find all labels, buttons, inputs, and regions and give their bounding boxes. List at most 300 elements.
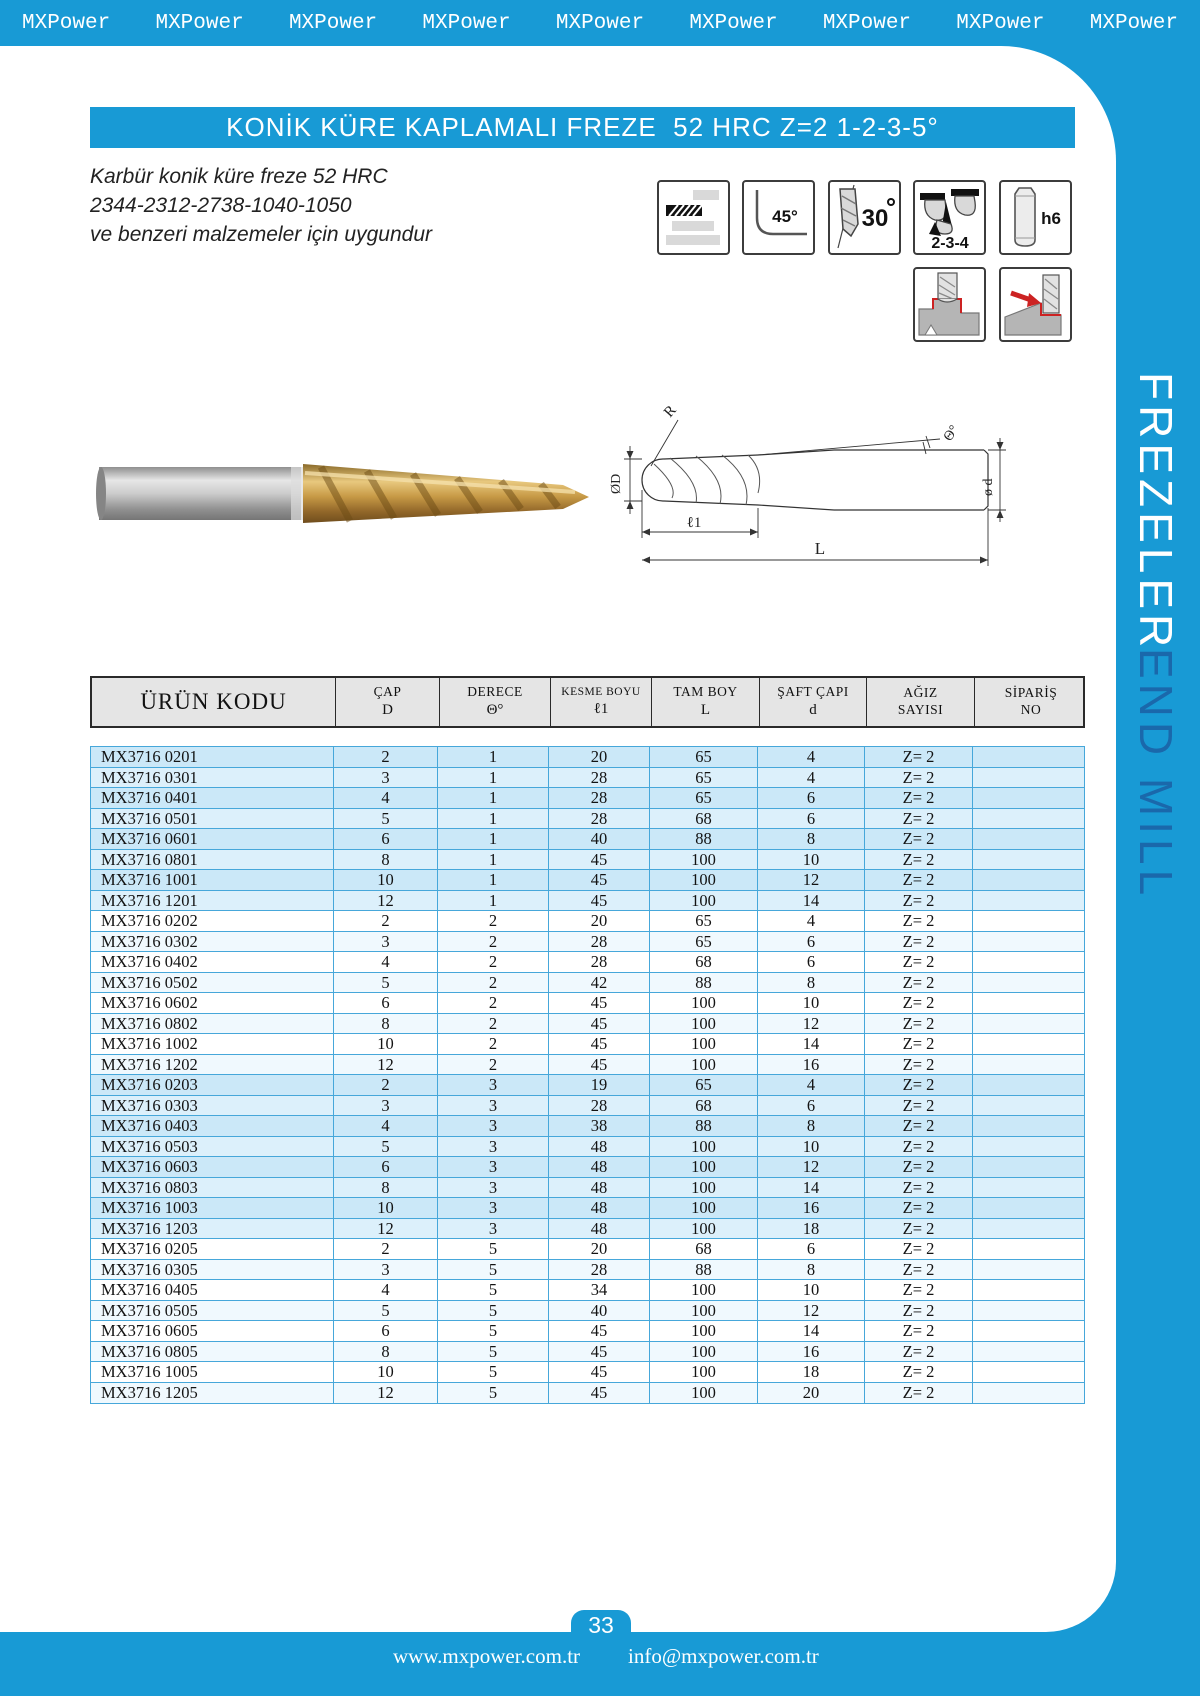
value-cell: 5: [334, 1301, 438, 1321]
value-cell: 88: [650, 1260, 758, 1280]
cut-length-label: ℓ1: [686, 515, 702, 531]
value-cell: 88: [650, 973, 758, 993]
value-cell: Z= 2: [865, 1383, 973, 1404]
value-cell: 5: [438, 1260, 549, 1280]
value-cell: 8: [334, 850, 438, 870]
value-cell: 100: [650, 1055, 758, 1075]
value-cell: 14: [758, 1178, 865, 1198]
value-cell: 3: [438, 1157, 549, 1177]
value-cell: 100: [650, 1301, 758, 1321]
ramp-milling-icon: [999, 267, 1072, 342]
value-cell: 88: [650, 829, 758, 849]
value-cell: 2: [334, 1239, 438, 1259]
value-cell: 2: [438, 911, 549, 931]
value-cell: 2: [334, 911, 438, 931]
footer-website: www.mxpower.com.tr: [393, 1644, 581, 1668]
value-cell: 100: [650, 1362, 758, 1382]
value-cell: 10: [758, 1280, 865, 1300]
value-cell: Z= 2: [865, 1178, 973, 1198]
value-cell: 100: [650, 1321, 758, 1341]
value-cell: 6: [758, 1239, 865, 1259]
product-photo: [95, 448, 595, 538]
value-cell: 28: [549, 768, 650, 788]
value-cell: Z= 2: [865, 1137, 973, 1157]
value-cell: 6: [334, 1321, 438, 1341]
product-code-cell: MX3716 0401: [91, 788, 334, 808]
product-code-cell: MX3716 0602: [91, 993, 334, 1013]
flutes-234-icon: [913, 180, 986, 255]
value-cell: 6: [758, 1096, 865, 1116]
value-cell: 28: [549, 788, 650, 808]
value-cell: 45: [549, 1383, 650, 1404]
product-code-cell: MX3716 0205: [91, 1239, 334, 1259]
value-cell: [973, 932, 1084, 952]
table-row: [91, 829, 1084, 850]
product-code-cell: MX3716 0801: [91, 850, 334, 870]
value-cell: 3: [438, 1198, 549, 1218]
value-cell: [973, 1362, 1084, 1382]
value-cell: 14: [758, 1321, 865, 1341]
value-cell: 28: [549, 932, 650, 952]
value-cell: [973, 993, 1084, 1013]
brand-logo: MXPower: [555, 11, 645, 35]
degree-mark: [888, 199, 894, 205]
page-title: KONİK KÜRE KAPLAMALI FREZE 52 HRC Z=2 1-2-3-5°: [90, 107, 1075, 148]
value-cell: Z= 2: [865, 829, 973, 849]
value-cell: 28: [549, 952, 650, 972]
value-cell: 2: [438, 1014, 549, 1034]
value-cell: 10: [334, 1198, 438, 1218]
value-cell: 48: [549, 1137, 650, 1157]
value-cell: Z= 2: [865, 788, 973, 808]
table-body: [90, 746, 1085, 1404]
slot-milling-icon: [913, 267, 986, 342]
brand-logo: MXPower: [22, 11, 111, 35]
value-cell: [973, 1260, 1084, 1280]
value-cell: [973, 1178, 1084, 1198]
value-cell: 68: [650, 1239, 758, 1259]
ramp-milling-glyph: [1001, 269, 1070, 340]
value-cell: 68: [650, 809, 758, 829]
table-row: [91, 1055, 1084, 1076]
value-cell: 45: [549, 850, 650, 870]
value-cell: 3: [334, 1096, 438, 1116]
value-cell: Z= 2: [865, 932, 973, 952]
value-cell: 10: [334, 1034, 438, 1054]
value-cell: 10: [334, 1362, 438, 1382]
intro-line-2: 2344-2312-2738-1040-1050: [90, 194, 352, 217]
value-cell: 6: [334, 1157, 438, 1177]
value-cell: 16: [758, 1055, 865, 1075]
value-cell: 2: [438, 932, 549, 952]
value-cell: 20: [549, 747, 650, 767]
table-row: [91, 1239, 1084, 1260]
product-code-cell: MX3716 0203: [91, 1075, 334, 1095]
value-cell: 100: [650, 1219, 758, 1239]
value-cell: 40: [549, 829, 650, 849]
table-row: [91, 1034, 1084, 1055]
value-cell: 8: [758, 1116, 865, 1136]
tolerance-h6-glyph: [1001, 182, 1070, 253]
product-code-cell: MX3716 1202: [91, 1055, 334, 1075]
value-cell: 4: [758, 747, 865, 767]
value-cell: 3: [438, 1219, 549, 1239]
value-cell: 12: [334, 1219, 438, 1239]
col-header-siparis-no: SİPARİŞ NO: [1004, 685, 1058, 717]
value-cell: 6: [334, 829, 438, 849]
end-mill-photo: [95, 448, 595, 538]
value-cell: Z= 2: [865, 911, 973, 931]
value-cell: 48: [549, 1198, 650, 1218]
footer-email: info@mxpower.com.tr: [628, 1644, 819, 1668]
material-layers-glyph: [659, 182, 728, 253]
value-cell: [973, 891, 1084, 911]
value-cell: 14: [758, 891, 865, 911]
value-cell: 45: [549, 1034, 650, 1054]
value-cell: 100: [650, 1157, 758, 1177]
value-cell: 6: [758, 809, 865, 829]
value-cell: 5: [334, 1137, 438, 1157]
value-cell: 5: [438, 1239, 549, 1259]
value-cell: [973, 1014, 1084, 1034]
value-cell: Z= 2: [865, 1280, 973, 1300]
value-cell: 3: [334, 768, 438, 788]
col-header-agiz-sayisi: AĞIZ SAYISI: [867, 678, 975, 726]
value-cell: 1: [438, 747, 549, 767]
value-cell: 65: [650, 932, 758, 952]
value-cell: Z= 2: [865, 891, 973, 911]
table-row: [91, 1137, 1084, 1158]
value-cell: [973, 1198, 1084, 1218]
value-cell: [973, 1301, 1084, 1321]
value-cell: 5: [438, 1383, 549, 1404]
product-code-cell: MX3716 0202: [91, 911, 334, 931]
value-cell: Z= 2: [865, 809, 973, 829]
value-cell: Z= 2: [865, 1260, 973, 1280]
product-code-cell: MX3716 0201: [91, 747, 334, 767]
intro-line-3: ve benzeri malzemeler için uygundur: [90, 223, 432, 246]
value-cell: 4: [758, 911, 865, 931]
value-cell: 4: [758, 768, 865, 788]
radius-label: R: [661, 402, 680, 421]
brand-logo: MXPower: [155, 11, 244, 35]
value-cell: Z= 2: [865, 1362, 973, 1382]
value-cell: 20: [549, 1239, 650, 1259]
product-code-cell: MX3716 1001: [91, 870, 334, 890]
value-cell: Z= 2: [865, 952, 973, 972]
value-cell: 45: [549, 1014, 650, 1034]
value-cell: Z= 2: [865, 1157, 973, 1177]
brand-logo: MXPower: [1089, 11, 1178, 35]
value-cell: 100: [650, 1034, 758, 1054]
tolerance-label: h6: [1041, 209, 1061, 228]
table-row: [91, 747, 1084, 768]
value-cell: 5: [438, 1321, 549, 1341]
col-header-cap: ÇAP D: [336, 678, 440, 726]
value-cell: 48: [549, 1219, 650, 1239]
value-cell: [973, 911, 1084, 931]
product-code-cell: MX3716 1201: [91, 891, 334, 911]
value-cell: [973, 1137, 1084, 1157]
product-code-cell: MX3716 0301: [91, 768, 334, 788]
value-cell: [973, 1342, 1084, 1362]
value-cell: 20: [549, 911, 650, 931]
value-cell: Z= 2: [865, 1219, 973, 1239]
value-cell: Z= 2: [865, 1321, 973, 1341]
product-code-cell: MX3716 1002: [91, 1034, 334, 1054]
table-row: [91, 1178, 1084, 1199]
table-row: [91, 1014, 1084, 1035]
value-cell: 19: [549, 1075, 650, 1095]
value-cell: Z= 2: [865, 1301, 973, 1321]
table-row: [91, 1096, 1084, 1117]
slot-milling-glyph: [915, 269, 984, 340]
value-cell: 5: [438, 1342, 549, 1362]
value-cell: 3: [438, 1178, 549, 1198]
value-cell: 4: [334, 952, 438, 972]
value-cell: Z= 2: [865, 973, 973, 993]
value-cell: 2: [438, 973, 549, 993]
table-row: [91, 1219, 1084, 1240]
product-code-cell: MX3716 0603: [91, 1157, 334, 1177]
table-row: [91, 952, 1084, 973]
chamfer-45-icon: [742, 180, 815, 255]
value-cell: 8: [334, 1014, 438, 1034]
value-cell: 1: [438, 891, 549, 911]
value-cell: [973, 1239, 1084, 1259]
value-cell: 12: [758, 1157, 865, 1177]
product-code-cell: MX3716 0502: [91, 973, 334, 993]
product-code-cell: MX3716 0601: [91, 829, 334, 849]
value-cell: Z= 2: [865, 1239, 973, 1259]
col-header-derece: DERECE Θ°: [440, 678, 551, 726]
sidebar-label-frezeler: FREZELER: [1130, 372, 1182, 653]
helix-30-glyph: [830, 182, 899, 253]
col-header-kesme-boyu: KESME BOYU ℓ1: [551, 678, 652, 726]
value-cell: 1: [438, 809, 549, 829]
value-cell: 18: [758, 1362, 865, 1382]
value-cell: Z= 2: [865, 747, 973, 767]
value-cell: Z= 2: [865, 850, 973, 870]
value-cell: 6: [758, 788, 865, 808]
product-code-cell: MX3716 0605: [91, 1321, 334, 1341]
value-cell: [973, 1157, 1084, 1177]
value-cell: 100: [650, 891, 758, 911]
value-cell: 8: [758, 1260, 865, 1280]
product-code-cell: MX3716 0805: [91, 1342, 334, 1362]
value-cell: [973, 809, 1084, 829]
diameter-label: ØD: [609, 473, 624, 494]
table-row: [91, 911, 1084, 932]
value-cell: 3: [438, 1075, 549, 1095]
value-cell: [973, 788, 1084, 808]
brand-logo: MXPower: [288, 11, 378, 35]
value-cell: 4: [758, 1075, 865, 1095]
value-cell: 8: [334, 1342, 438, 1362]
value-cell: [973, 870, 1084, 890]
value-cell: 3: [334, 932, 438, 952]
product-code-cell: MX3716 0302: [91, 932, 334, 952]
value-cell: 10: [758, 850, 865, 870]
value-cell: 38: [549, 1116, 650, 1136]
value-cell: 1: [438, 850, 549, 870]
page-number: 33: [588, 1612, 614, 1638]
value-cell: 45: [549, 993, 650, 1013]
table-row: [91, 1342, 1084, 1363]
value-cell: 2: [334, 747, 438, 767]
value-cell: 100: [650, 1198, 758, 1218]
value-cell: [973, 1383, 1084, 1404]
value-cell: 12: [334, 891, 438, 911]
value-cell: [973, 973, 1084, 993]
value-cell: [973, 850, 1084, 870]
value-cell: 45: [549, 870, 650, 890]
value-cell: 65: [650, 1075, 758, 1095]
material-layers-icon: [657, 180, 730, 255]
value-cell: 100: [650, 1014, 758, 1034]
value-cell: 12: [758, 1301, 865, 1321]
value-cell: 12: [758, 870, 865, 890]
value-cell: 45: [549, 1362, 650, 1382]
value-cell: 14: [758, 1034, 865, 1054]
table-row: [91, 768, 1084, 789]
value-cell: 100: [650, 850, 758, 870]
table-row: [91, 1260, 1084, 1281]
value-cell: 6: [758, 932, 865, 952]
value-cell: [973, 1034, 1084, 1054]
value-cell: 8: [334, 1178, 438, 1198]
value-cell: 2: [438, 993, 549, 1013]
value-cell: 2: [438, 1055, 549, 1075]
value-cell: 5: [334, 973, 438, 993]
value-cell: 42: [549, 973, 650, 993]
col-header-urun-kodu: ÜRÜN KODU: [92, 678, 336, 726]
chamfer-angle-label: 45°: [772, 207, 798, 226]
value-cell: Z= 2: [865, 1342, 973, 1362]
value-cell: 1: [438, 829, 549, 849]
table-row: [91, 1362, 1084, 1383]
value-cell: 28: [549, 809, 650, 829]
value-cell: 8: [758, 829, 865, 849]
value-cell: 1: [438, 870, 549, 890]
value-cell: 12: [758, 1014, 865, 1034]
product-code-cell: MX3716 1005: [91, 1362, 334, 1382]
value-cell: [973, 952, 1084, 972]
table-row: [91, 850, 1084, 871]
value-cell: 16: [758, 1198, 865, 1218]
value-cell: 45: [549, 1321, 650, 1341]
table-row: [91, 1075, 1084, 1096]
intro-text: [90, 162, 560, 249]
value-cell: Z= 2: [865, 993, 973, 1013]
col-header-saft-capi: ŞAFT ÇAPI d: [760, 678, 867, 726]
value-cell: 5: [438, 1362, 549, 1382]
value-cell: [973, 768, 1084, 788]
table-row: [91, 1116, 1084, 1137]
table-row: [91, 973, 1084, 994]
value-cell: 100: [650, 1137, 758, 1157]
value-cell: 3: [334, 1260, 438, 1280]
helix-angle-label: 30: [861, 205, 889, 232]
value-cell: [973, 829, 1084, 849]
value-cell: 40: [549, 1301, 650, 1321]
value-cell: 20: [758, 1383, 865, 1404]
value-cell: 34: [549, 1280, 650, 1300]
value-cell: 16: [758, 1342, 865, 1362]
table-row: [91, 788, 1084, 809]
shank-diameter-label: ø d: [981, 478, 996, 496]
intro-line-1: Karbür konik küre freze 52 HRC: [90, 165, 388, 188]
value-cell: 48: [549, 1157, 650, 1177]
value-cell: Z= 2: [865, 1096, 973, 1116]
angle-label: Θ°: [940, 422, 963, 445]
value-cell: 100: [650, 1383, 758, 1404]
value-cell: 28: [549, 1260, 650, 1280]
value-cell: 10: [758, 993, 865, 1013]
value-cell: 48: [549, 1178, 650, 1198]
value-cell: 65: [650, 788, 758, 808]
value-cell: 4: [334, 788, 438, 808]
product-code-cell: MX3716 0402: [91, 952, 334, 972]
value-cell: 5: [438, 1280, 549, 1300]
product-code-cell: MX3716 0305: [91, 1260, 334, 1280]
overall-length-label: L: [814, 539, 826, 558]
value-cell: 100: [650, 1178, 758, 1198]
technical-diagram: [608, 398, 1013, 583]
product-code-cell: MX3716 0503: [91, 1137, 334, 1157]
value-cell: Z= 2: [865, 1075, 973, 1095]
value-cell: 4: [334, 1116, 438, 1136]
product-code-cell: MX3716 0501: [91, 809, 334, 829]
value-cell: 100: [650, 1280, 758, 1300]
value-cell: 10: [334, 870, 438, 890]
value-cell: 65: [650, 911, 758, 931]
table-row: [91, 993, 1084, 1014]
value-cell: 28: [549, 1096, 650, 1116]
table-row: [91, 1280, 1084, 1301]
value-cell: 5: [438, 1301, 549, 1321]
brand-logo: MXPower: [422, 11, 511, 35]
value-cell: 1: [438, 768, 549, 788]
brand-logo: MXPower: [689, 11, 778, 35]
product-code-cell: MX3716 0403: [91, 1116, 334, 1136]
value-cell: 10: [758, 1137, 865, 1157]
value-cell: 6: [758, 952, 865, 972]
value-cell: 100: [650, 993, 758, 1013]
table-row: [91, 932, 1084, 953]
value-cell: [973, 747, 1084, 767]
table-row: [91, 870, 1084, 891]
col-header-tam-boy: TAM BOY L: [652, 678, 760, 726]
product-code-cell: MX3716 0405: [91, 1280, 334, 1300]
flutes-234-glyph: [915, 182, 984, 253]
table-row: [91, 809, 1084, 830]
table-row: [91, 1301, 1084, 1322]
table-row: [91, 1157, 1084, 1178]
value-cell: [973, 1075, 1084, 1095]
value-cell: Z= 2: [865, 1198, 973, 1218]
value-cell: 6: [334, 993, 438, 1013]
product-code-cell: MX3716 0303: [91, 1096, 334, 1116]
value-cell: 4: [334, 1280, 438, 1300]
value-cell: [973, 1096, 1084, 1116]
helix-30-icon: [828, 180, 901, 255]
page-number-tab: [571, 1610, 631, 1646]
flute-count-label: 2-3-4: [931, 235, 969, 252]
value-cell: 100: [650, 1342, 758, 1362]
top-brand-bar: [0, 0, 1200, 46]
value-cell: 45: [549, 1055, 650, 1075]
